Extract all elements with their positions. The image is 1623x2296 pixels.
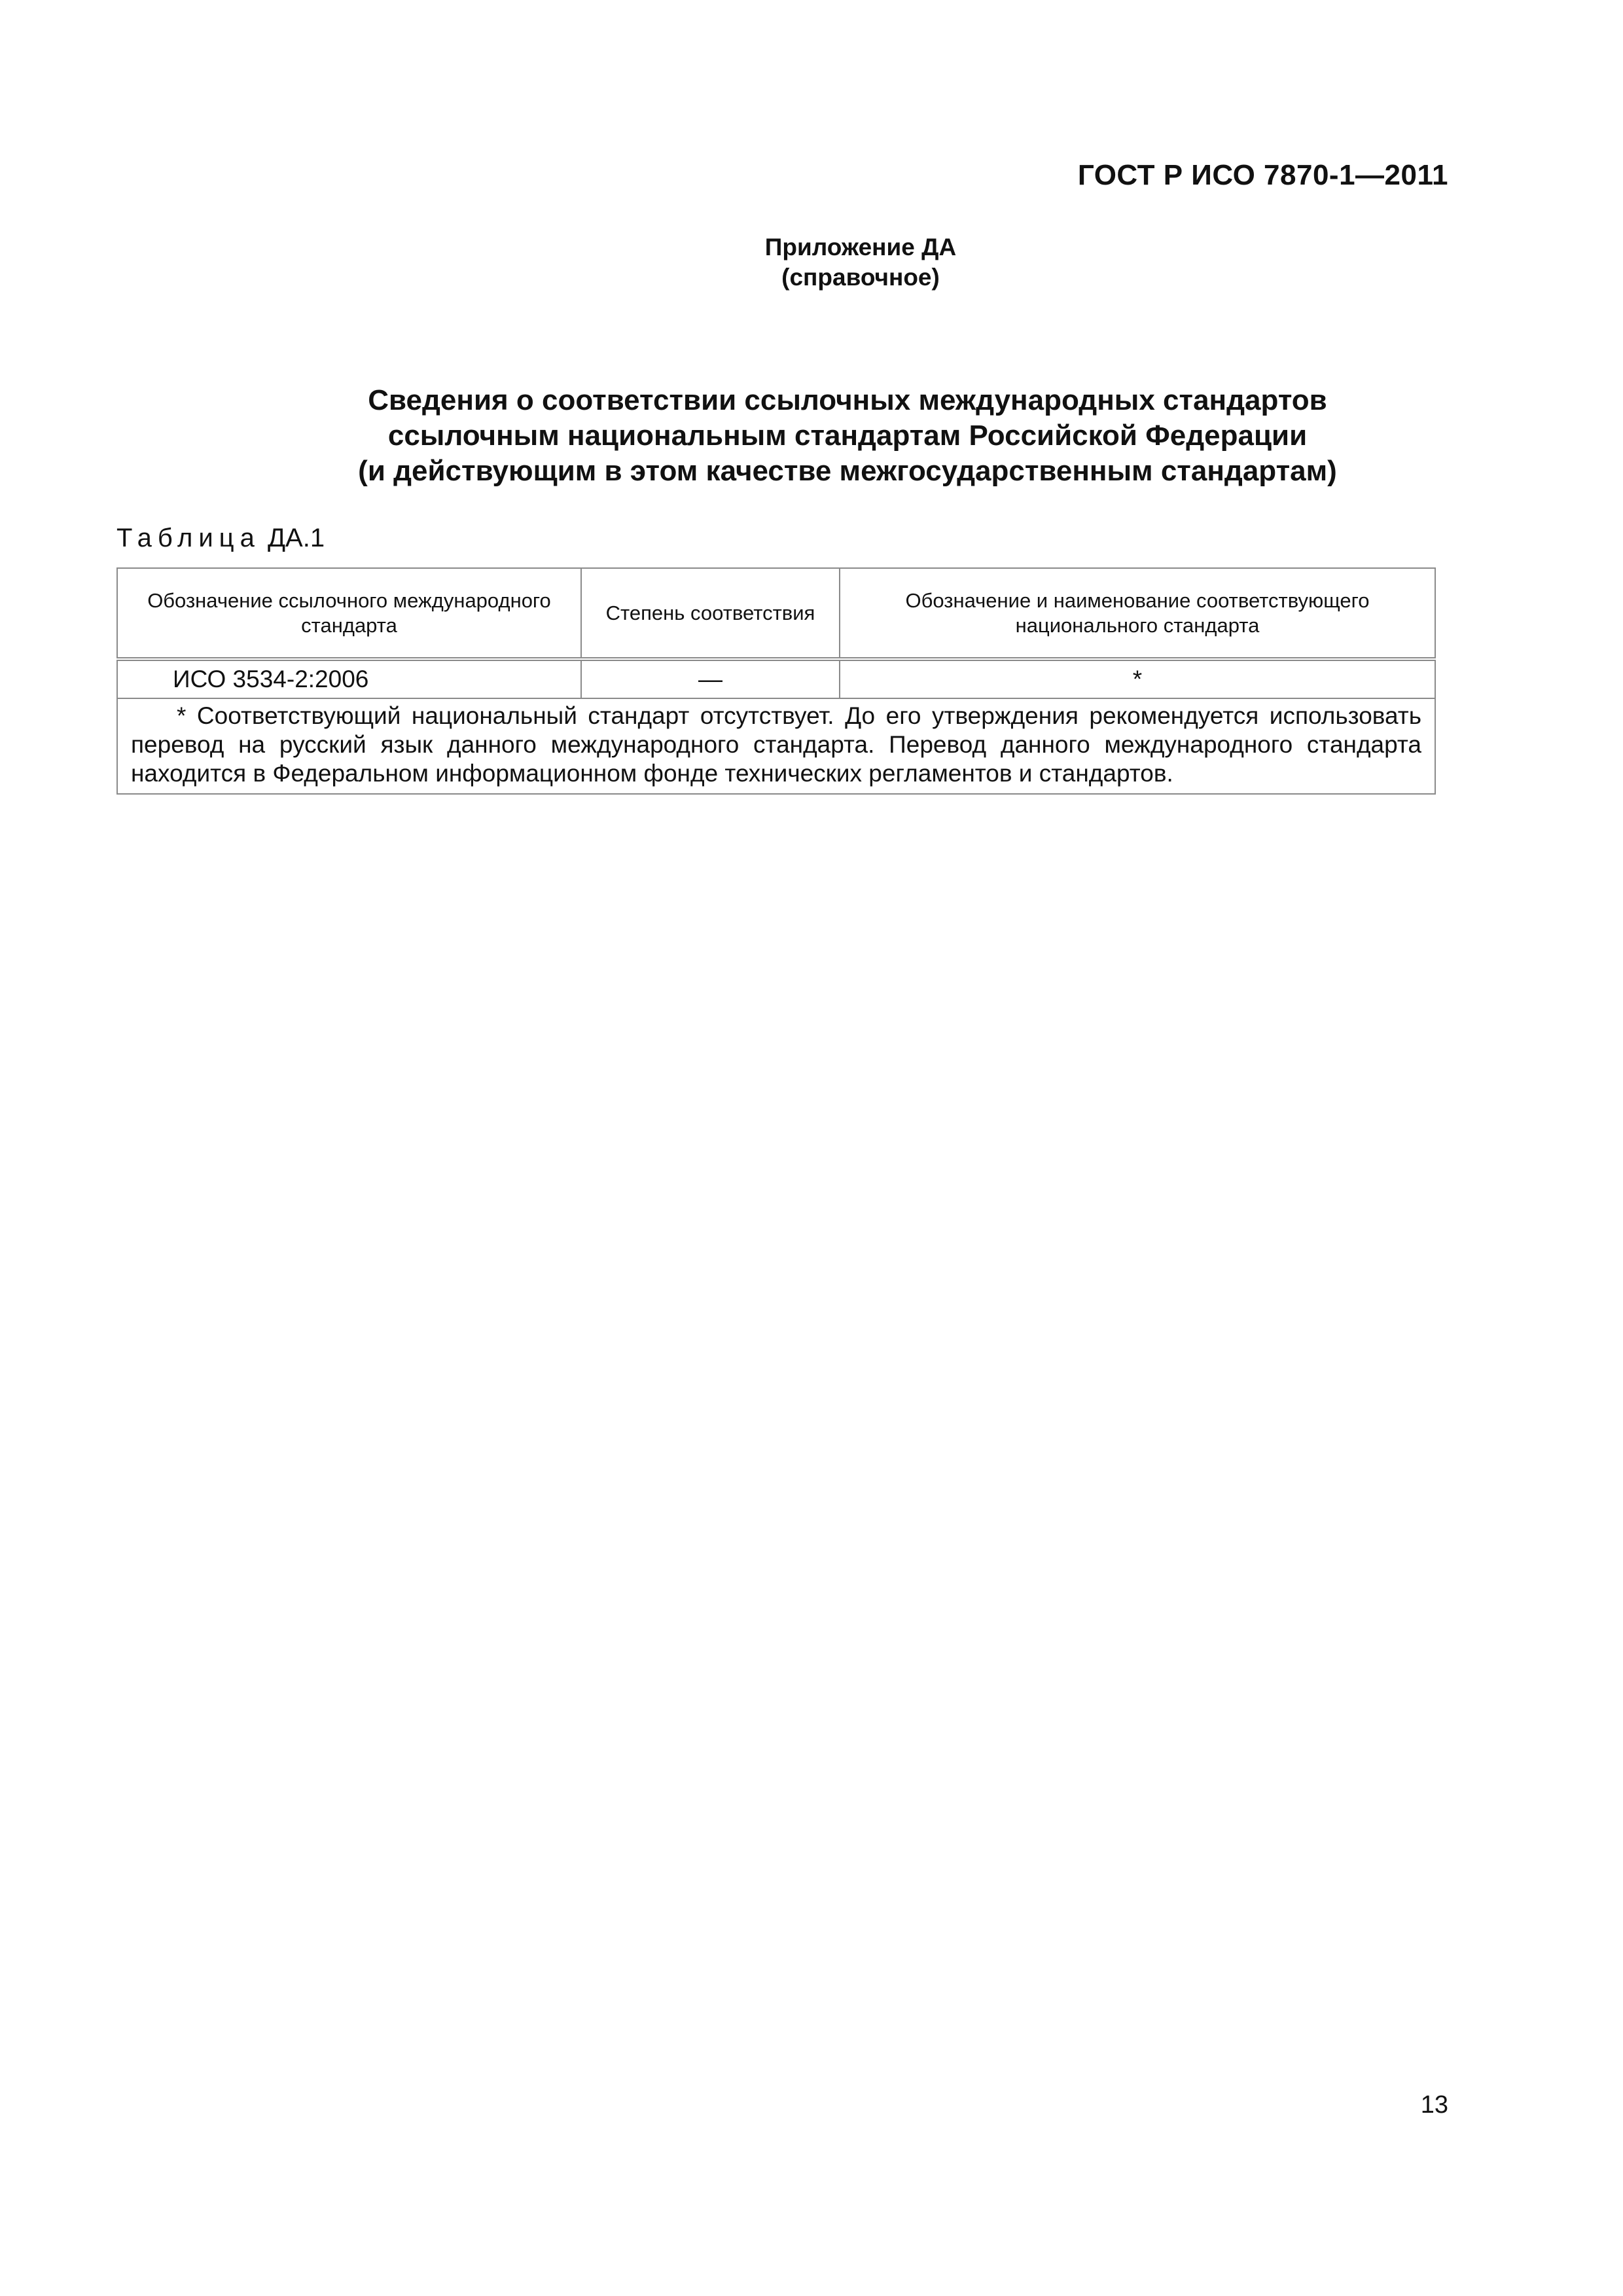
section-heading: [0, 383, 1623, 489]
cell-international-standard: ИСО 3534-2:2006: [117, 659, 581, 698]
table-footnote: [117, 698, 1435, 794]
document-code: ГОСТ Р ИСО 7870-1—2011: [1077, 159, 1448, 191]
table-row: [117, 659, 1435, 698]
table-footnote-text: * Соответствующий национальный стандарт отсутствует. До его утверждения рекомендуется использовать перевод на русский язык данного международного стандарта. Перевод данного международного стандарта находится в Федеральном информационном фонде технических регламентов и стандартов.: [131, 702, 1421, 787]
column-header-degree-of-correspondence: Степень соответствия: [581, 568, 840, 659]
table-header-row: [117, 568, 1435, 659]
table-note-row: [117, 698, 1435, 794]
table-caption: [116, 524, 325, 553]
cell-degree-of-correspondence: —: [581, 659, 840, 698]
heading-line-2: ссылочным национальным стандартам Российской Федерации: [387, 420, 1308, 452]
appendix-status: (справочное): [781, 264, 940, 291]
heading-line-3: (и действующим в этом качестве межгосударственным стандартам): [358, 455, 1337, 487]
column-header-international-standard: Обозначение ссылочного международного стандарта: [117, 568, 581, 659]
table-caption-number: ДА.1: [267, 524, 325, 552]
table-caption-word: Таблица: [116, 524, 260, 552]
appendix-label: [0, 232, 1623, 293]
page-number: 13: [1420, 2091, 1448, 2119]
appendix-title: Приложение ДА: [764, 234, 957, 260]
cell-national-standard: *: [840, 659, 1435, 698]
column-header-national-standard: Обозначение и наименование соответствующего национального стандарта: [840, 568, 1435, 659]
heading-line-1: Сведения о соответствии ссылочных международных стандартов: [368, 384, 1327, 416]
correspondence-table: [116, 567, 1436, 795]
